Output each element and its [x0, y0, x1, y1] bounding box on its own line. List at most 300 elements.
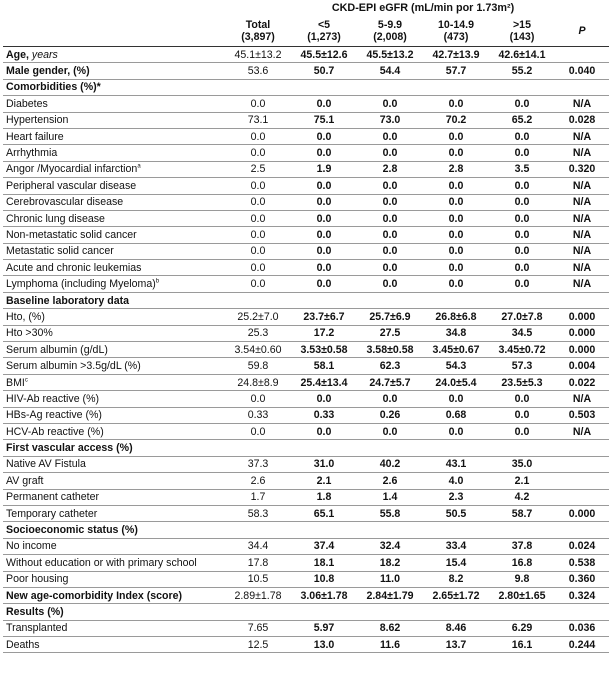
row-label-text: Diabetes [6, 97, 48, 110]
cell-10-14: 33.4 [445, 540, 467, 553]
row-label-text: Serum albumin >3.5g/dL (%) [6, 360, 141, 373]
cell-5-9: 55.8 [379, 507, 401, 520]
section-title: First vascular access (%) [6, 442, 133, 455]
cell-total: 7.65 [247, 622, 269, 635]
cell-5-9: 2.8 [382, 163, 398, 176]
table-row [3, 227, 609, 243]
cell-gt15: 0.0 [514, 179, 530, 192]
cell-lt5: 0.0 [316, 212, 332, 225]
cell-gt15: 34.5 [511, 327, 533, 340]
cell-total: 0.0 [250, 130, 266, 143]
row-label-text: HBs-Ag reactive (%) [6, 409, 102, 422]
cell-5-9: 0.0 [382, 179, 398, 192]
cell-10-14: 54.3 [445, 360, 467, 373]
column-label: Total [245, 19, 271, 31]
cell-lt5: 2.1 [316, 474, 332, 487]
cell-gt15: 37.8 [511, 540, 533, 553]
table-row [3, 407, 609, 423]
cell-lt5: 0.0 [316, 278, 332, 291]
table-row [3, 243, 609, 259]
table-row [3, 260, 609, 276]
row-label-text: Acute and chronic leukemias [6, 261, 142, 274]
row-label [3, 309, 225, 325]
cell-lt5: 0.0 [316, 392, 332, 405]
cell-gt15: 3.45±0.72 [498, 343, 546, 356]
cell-5-9: 8.62 [379, 622, 401, 635]
cell-total: 0.0 [250, 179, 266, 192]
row-label-text: Metastatic solid cancer [6, 245, 114, 258]
cell-p-value: N/A [572, 130, 592, 143]
row-label [3, 505, 225, 521]
cell-10-14: 4.0 [448, 474, 464, 487]
row-label [3, 178, 225, 194]
cell-total: 59.8 [247, 360, 269, 373]
cell-gt15: 0.0 [514, 97, 530, 110]
cell-p-value: 0.036 [568, 622, 596, 635]
cell-total: 17.8 [247, 556, 269, 569]
cell-lt5: 75.1 [313, 114, 335, 127]
table-row [3, 423, 609, 439]
cell-p-value [555, 473, 609, 489]
column-label: >15 [513, 19, 531, 31]
row-label-text: AV graft [6, 474, 44, 487]
cell-lt5: 1.8 [316, 491, 332, 504]
table-row [3, 325, 609, 341]
row-label-text: Lymphoma (including Myeloma) [6, 278, 156, 291]
table-row [3, 571, 609, 587]
row-label [3, 407, 225, 423]
cell-10-14: 0.0 [448, 179, 464, 192]
cell-lt5: 50.7 [313, 65, 335, 78]
cell-gt15: 57.3 [511, 360, 533, 373]
cell-gt15: 27.0±7.8 [501, 310, 543, 323]
cell-lt5: 3.06±1.78 [300, 589, 348, 602]
cell-5-9: 54.4 [379, 65, 401, 78]
row-label-text: Age, [6, 48, 32, 61]
cell-5-9: 0.26 [379, 409, 401, 422]
footnote-marker: a [137, 163, 141, 170]
row-label-text: Permanent catheter [6, 491, 100, 504]
table-row [3, 374, 609, 390]
cell-10-14: 2.65±1.72 [432, 589, 480, 602]
row-label-text: New age-comorbidity Index (score) [6, 589, 183, 602]
cell-p-value: 0.000 [568, 343, 596, 356]
row-label-text: BMI [6, 376, 25, 389]
cell-gt15: 3.5 [514, 163, 530, 176]
cell-10-14: 0.0 [448, 261, 464, 274]
row-label [3, 210, 225, 226]
row-label [3, 325, 225, 341]
cell-5-9: 40.2 [379, 458, 401, 471]
cell-5-9: 0.0 [382, 212, 398, 225]
table-row [3, 358, 609, 374]
cell-lt5: 0.0 [316, 179, 332, 192]
cell-p-value: 0.538 [568, 556, 596, 569]
cell-5-9: 1.4 [382, 491, 398, 504]
table-row [3, 620, 609, 636]
cell-5-9: 0.0 [382, 392, 398, 405]
table-row [3, 456, 609, 472]
cell-p-value: 0.040 [568, 65, 596, 78]
cell-5-9: 25.7±6.9 [369, 310, 411, 323]
column-header-total [225, 16, 291, 47]
cell-p-value: N/A [572, 196, 592, 209]
row-label [3, 620, 225, 636]
cell-total: 0.0 [250, 196, 266, 209]
header-blank [3, 0, 225, 16]
cell-p-value: 0.000 [568, 310, 596, 323]
row-label-text: Deaths [6, 638, 40, 651]
cell-gt15: 0.0 [514, 212, 530, 225]
cell-lt5: 37.4 [313, 540, 335, 553]
cell-gt15: 58.7 [511, 507, 533, 520]
row-label [3, 161, 225, 177]
cell-gt15: 42.6±14.1 [498, 48, 546, 61]
table-row [3, 555, 609, 571]
cell-total: 73.1 [247, 114, 269, 127]
cell-p-value: 0.244 [568, 638, 596, 651]
row-label-text: Angor /Myocardial infarction [6, 163, 138, 176]
cell-total: 24.8±8.9 [237, 376, 279, 389]
cell-p-value: 0.028 [568, 114, 596, 127]
cell-10-14: 0.0 [448, 147, 464, 160]
cell-gt15: 0.0 [514, 196, 530, 209]
cell-p-value: 0.022 [568, 376, 596, 389]
row-label-text: Heart failure [6, 130, 64, 143]
cell-gt15: 16.8 [511, 556, 533, 569]
table-row [3, 473, 609, 489]
table-row [3, 538, 609, 554]
table-row [3, 194, 609, 210]
cell-10-14: 8.2 [448, 573, 464, 586]
cell-lt5: 0.0 [316, 245, 332, 258]
section-header-row [3, 522, 609, 538]
row-label-text: Cerebrovascular disease [6, 196, 124, 209]
cell-5-9: 0.0 [382, 130, 398, 143]
column-header-gt15 [489, 16, 555, 47]
section-header-row [3, 604, 609, 620]
cell-gt15: 23.5±5.3 [501, 376, 543, 389]
egfr-characteristics-table [3, 0, 609, 653]
column-n: (1,273) [307, 31, 341, 43]
cell-10-14: 0.0 [448, 278, 464, 291]
table-row [3, 587, 609, 603]
cell-p-value: N/A [572, 147, 592, 160]
cell-10-14: 0.0 [448, 392, 464, 405]
row-label [3, 391, 225, 407]
table-header [3, 0, 609, 47]
cell-lt5: 0.0 [316, 196, 332, 209]
footnote-marker: c [24, 376, 28, 383]
cell-p-value: N/A [572, 245, 592, 258]
header-blank-p [555, 0, 609, 16]
cell-10-14: 50.5 [445, 507, 467, 520]
cell-gt15: 2.1 [514, 474, 530, 487]
column-n: (2,008) [373, 31, 407, 43]
row-label-text: Transplanted [6, 622, 68, 635]
cell-lt5: 23.7±6.7 [303, 310, 345, 323]
cell-5-9: 0.0 [382, 425, 398, 438]
row-label-text: Male gender, (%) [6, 65, 90, 78]
row-label-text: HIV-Ab reactive (%) [6, 392, 100, 405]
table-row [3, 637, 609, 653]
row-label [3, 194, 225, 210]
row-label [3, 112, 225, 128]
cell-lt5: 45.5±12.6 [300, 48, 348, 61]
table-row [3, 309, 609, 325]
row-label [3, 423, 225, 439]
cell-10-14: 8.46 [445, 622, 467, 635]
cell-lt5: 25.4±13.4 [300, 376, 348, 389]
cell-lt5: 18.1 [313, 556, 335, 569]
egfr-group-title: CKD-EPI eGFR (mL/min por 1.73m²) [331, 2, 515, 14]
cell-p-value: N/A [572, 392, 592, 405]
row-label [3, 587, 225, 603]
cell-total: 0.0 [250, 228, 266, 241]
cell-p-value: N/A [572, 261, 592, 274]
cell-10-14: 70.2 [445, 114, 467, 127]
table-row [3, 178, 609, 194]
cell-total: 0.33 [247, 409, 269, 422]
row-label [3, 473, 225, 489]
cell-p-value: 0.004 [568, 360, 596, 373]
table-body [3, 47, 609, 653]
cell-total: 37.3 [247, 458, 269, 471]
table-row [3, 505, 609, 521]
table-row [3, 145, 609, 161]
table-row [3, 342, 609, 358]
row-label-text: Poor housing [6, 573, 69, 586]
cell-gt15: 0.0 [514, 392, 530, 405]
cell-total: 25.3 [247, 327, 269, 340]
cell-gt15: 65.2 [511, 114, 533, 127]
cell-total: 0.0 [250, 278, 266, 291]
column-n: (143) [509, 31, 535, 43]
cell-lt5: 0.0 [316, 130, 332, 143]
column-label: 5-9.9 [377, 19, 403, 31]
cell-10-14: 42.7±13.9 [432, 48, 480, 61]
cell-5-9: 0.0 [382, 261, 398, 274]
row-label-text: Without education or with primary school [6, 556, 197, 569]
row-label [3, 456, 225, 472]
row-label [3, 358, 225, 374]
cell-p-value [555, 489, 609, 505]
cell-gt15: 35.0 [511, 458, 533, 471]
header-label-col [3, 16, 225, 47]
section-title: Socioeconomic status (%) [6, 524, 138, 537]
row-label-text: No income [6, 540, 57, 553]
footnote-marker: b [155, 278, 160, 285]
row-label [3, 96, 225, 112]
cell-total: 1.7 [250, 491, 266, 504]
cell-total: 58.3 [247, 507, 269, 520]
table-row [3, 489, 609, 505]
cell-lt5: 0.0 [316, 425, 332, 438]
row-label [3, 47, 225, 63]
row-label [3, 571, 225, 587]
cell-total: 0.0 [250, 392, 266, 405]
cell-10-14: 3.45±0.67 [432, 343, 480, 356]
column-header-10-14 [423, 16, 489, 47]
cell-lt5: 10.8 [313, 573, 335, 586]
section-header-row [3, 440, 609, 456]
cell-10-14: 26.8±6.8 [435, 310, 477, 323]
row-label [3, 63, 225, 79]
cell-p-value [555, 456, 609, 472]
row-label-text: Temporary catheter [6, 507, 98, 520]
cell-p-value: N/A [572, 425, 592, 438]
row-label [3, 374, 225, 390]
header-blank-total [225, 0, 291, 16]
cell-10-14: 2.8 [448, 163, 464, 176]
cell-p-value: 0.320 [568, 163, 596, 176]
cell-total: 45.1±13.2 [234, 48, 282, 61]
table-row [3, 63, 609, 79]
section-title: Comorbidities (%)* [6, 81, 101, 94]
column-header-5-9 [357, 16, 423, 47]
row-label [3, 342, 225, 358]
cell-total: 0.0 [250, 245, 266, 258]
cell-10-14: 0.0 [448, 130, 464, 143]
cell-lt5: 31.0 [313, 458, 335, 471]
cell-5-9: 2.84±1.79 [366, 589, 414, 602]
cell-p-value [555, 47, 609, 63]
row-label-text: HCV-Ab reactive (%) [6, 425, 104, 438]
cell-lt5: 17.2 [313, 327, 335, 340]
cell-5-9: 0.0 [382, 147, 398, 160]
cell-gt15: 0.0 [514, 425, 530, 438]
cell-lt5: 0.0 [316, 228, 332, 241]
row-label-text: Arrhythmia [6, 147, 58, 160]
cell-total: 25.2±7.0 [237, 310, 279, 323]
cell-total: 12.5 [247, 638, 269, 651]
cell-total: 0.0 [250, 425, 266, 438]
cell-10-14: 2.3 [448, 491, 464, 504]
cell-5-9: 0.0 [382, 196, 398, 209]
cell-5-9: 0.0 [382, 245, 398, 258]
cell-5-9: 11.6 [379, 638, 401, 651]
cell-5-9: 32.4 [379, 540, 401, 553]
cell-p-value: N/A [572, 228, 592, 241]
cell-lt5: 0.0 [316, 147, 332, 160]
column-label: <5 [317, 19, 331, 31]
cell-10-14: 0.0 [448, 212, 464, 225]
cell-10-14: 13.7 [445, 638, 467, 651]
cell-gt15: 0.0 [514, 245, 530, 258]
cell-p-value: N/A [572, 179, 592, 192]
row-label-text: Non-metastatic solid cancer [6, 228, 137, 241]
cell-lt5: 0.33 [313, 409, 335, 422]
cell-p-value: 0.024 [568, 540, 596, 553]
row-label-text: Peripheral vascular disease [6, 179, 137, 192]
row-label [3, 538, 225, 554]
cell-gt15: 0.0 [514, 261, 530, 274]
row-label [3, 555, 225, 571]
cell-10-14: 0.0 [448, 97, 464, 110]
cell-total: 0.0 [250, 212, 266, 225]
section-title: Baseline laboratory data [6, 294, 130, 307]
cell-p-value: N/A [572, 212, 592, 225]
cell-total: 0.0 [250, 97, 266, 110]
column-label: 10-14.9 [438, 19, 474, 31]
cell-10-14: 0.68 [445, 409, 467, 422]
row-label [3, 227, 225, 243]
cell-gt15: 6.29 [511, 622, 533, 635]
cell-10-14: 0.0 [448, 196, 464, 209]
section-title: Results (%) [6, 605, 64, 618]
row-label-text: Serum albumin (g/dL) [6, 343, 108, 356]
cell-p-value: 0.000 [568, 507, 596, 520]
table-row [3, 276, 609, 292]
row-label [3, 276, 225, 292]
cell-p-value: 0.000 [568, 327, 596, 340]
column-header-p: P [578, 25, 586, 37]
cell-gt15: 2.80±1.65 [498, 589, 546, 602]
cell-5-9: 18.2 [379, 556, 401, 569]
row-label [3, 243, 225, 259]
row-label-text: Hto, (%) [6, 310, 45, 323]
cell-5-9: 27.5 [379, 327, 401, 340]
cell-gt15: 0.0 [514, 278, 530, 291]
cell-5-9: 24.7±5.7 [369, 376, 411, 389]
row-label [3, 637, 225, 653]
section-header-row [3, 79, 609, 95]
cell-5-9: 62.3 [379, 360, 401, 373]
cell-total: 2.89±1.78 [234, 589, 282, 602]
section-header-row [3, 292, 609, 308]
row-label [3, 128, 225, 144]
cell-lt5: 0.0 [316, 261, 332, 274]
row-label-text: Hto >30% [6, 327, 53, 340]
cell-10-14: 0.0 [448, 245, 464, 258]
cell-5-9: 0.0 [382, 228, 398, 241]
cell-gt15: 0.0 [514, 228, 530, 241]
cell-gt15: 16.1 [511, 638, 533, 651]
row-label [3, 489, 225, 505]
cell-gt15: 4.2 [514, 491, 530, 504]
cell-gt15: 0.0 [514, 147, 530, 160]
cell-total: 3.54±0.60 [234, 343, 282, 356]
table-row [3, 47, 609, 63]
cell-5-9: 2.6 [382, 474, 398, 487]
cell-total: 0.0 [250, 147, 266, 160]
cell-gt15: 9.8 [514, 573, 530, 586]
cell-5-9: 11.0 [379, 573, 401, 586]
table-row [3, 161, 609, 177]
cell-10-14: 15.4 [445, 556, 467, 569]
cell-total: 34.4 [247, 540, 269, 553]
row-label [3, 260, 225, 276]
cell-p-value: 0.324 [568, 589, 596, 602]
cell-p-value: N/A [572, 278, 592, 291]
cell-total: 53.6 [247, 65, 269, 78]
table-row [3, 391, 609, 407]
cell-total: 2.6 [250, 474, 266, 487]
table-row [3, 128, 609, 144]
cell-5-9: 45.5±13.2 [366, 48, 414, 61]
cell-lt5: 13.0 [313, 638, 335, 651]
cell-total: 0.0 [250, 261, 266, 274]
cell-10-14: 24.0±5.4 [435, 376, 477, 389]
cell-lt5: 58.1 [313, 360, 335, 373]
cell-p-value: 0.503 [568, 409, 596, 422]
table-row [3, 112, 609, 128]
cell-10-14: 57.7 [445, 65, 467, 78]
cell-5-9: 3.58±0.58 [366, 343, 414, 356]
row-label-text: Hypertension [6, 114, 69, 127]
cell-lt5: 3.53±0.58 [300, 343, 348, 356]
table-row [3, 210, 609, 226]
